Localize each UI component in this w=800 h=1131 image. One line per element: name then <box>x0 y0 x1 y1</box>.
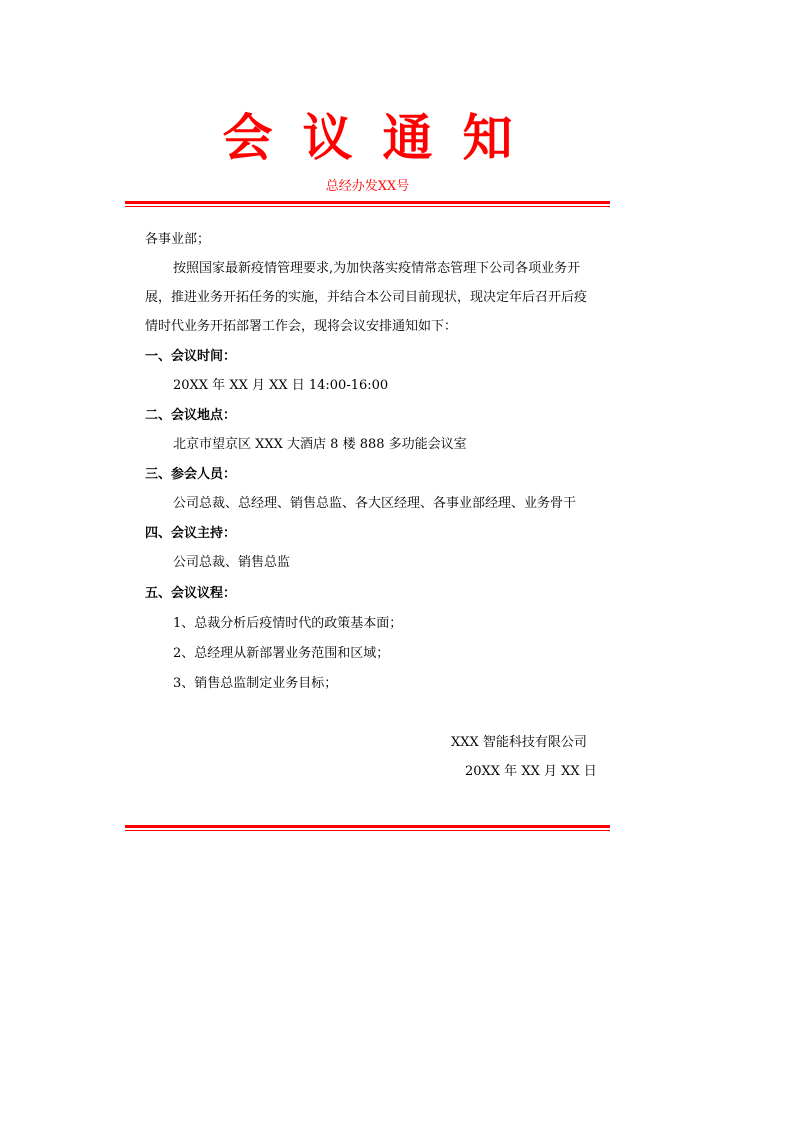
signature-company: XXX 智能科技有限公司 <box>451 735 587 750</box>
footer-divider <box>125 825 610 831</box>
intro-line-1: 按照国家最新疫情管理要求,为加快落实疫情常态管理下公司各项业务开 <box>173 261 581 276</box>
header-divider <box>125 201 610 207</box>
salutation: 各事业部； <box>145 232 211 247</box>
meeting-location: 北京市望京区 XXX 大酒店 8 楼 888 多功能会议室 <box>173 437 467 452</box>
section-heading-host: 四、会议主持： <box>145 526 237 541</box>
meeting-time: 20XX 年 XX 月 XX 日 14:00-16:00 <box>173 378 389 393</box>
intro-line-3: 情时代业务开拓部署工作会，现将会议安排通知如下： <box>145 319 458 334</box>
section-heading-attendees: 三、参会人员： <box>145 467 237 482</box>
page-title: 会议通知 <box>222 109 543 167</box>
signature-date: 20XX 年 XX 月 XX 日 <box>465 764 597 779</box>
meeting-attendees: 公司总裁、总经理、销售总监、各大区经理、各事业部经理、业务骨干 <box>173 496 577 511</box>
section-heading-agenda: 五、会议议程： <box>145 586 237 601</box>
section-heading-time: 一、会议时间： <box>145 349 237 364</box>
meeting-host: 公司总裁、销售总监 <box>173 555 291 570</box>
intro-line-2: 展，推进业务开拓任务的实施，并结合本公司目前现状，现决定年后召开后疫 <box>145 290 588 305</box>
agenda-item-1: 1、总裁分析后疫情时代的政策基本面； <box>173 616 403 631</box>
document-number: 总经办发XX号 <box>325 179 410 194</box>
agenda-item-2: 2、总经理从新部署业务范围和区域； <box>173 646 390 661</box>
section-heading-location: 二、会议地点： <box>145 408 237 423</box>
agenda-item-3: 3、销售总监制定业务目标； <box>173 676 338 691</box>
